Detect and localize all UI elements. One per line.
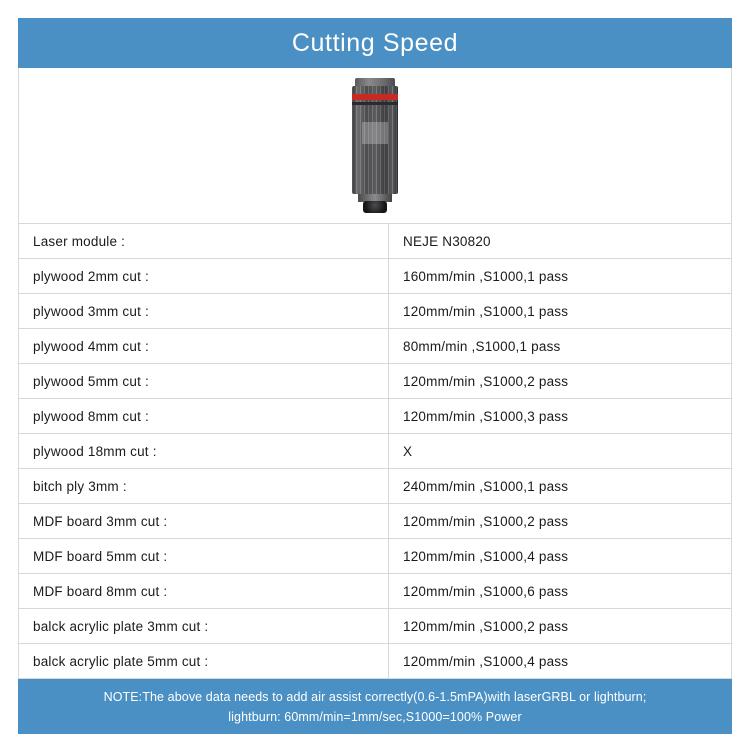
- row-label: MDF board 8mm cut :: [19, 574, 389, 609]
- row-label: plywood 2mm cut :: [19, 259, 389, 294]
- row-value: 120mm/min ,S1000,4 pass: [389, 539, 732, 574]
- row-label: balck acrylic plate 3mm cut :: [19, 609, 389, 644]
- footer-note-line-1: NOTE:The above data needs to add air assist correctly(0.6-1.5mPA)with laserGRBL or lightburn;: [103, 689, 647, 704]
- cutting-speed-table: [18, 223, 732, 679]
- laser-red-stripe: [352, 94, 398, 100]
- row-value: 80mm/min ,S1000,1 pass: [389, 329, 732, 364]
- row-value: NEJE N30820: [389, 224, 732, 259]
- laser-dark-stripe: [352, 102, 398, 105]
- footer-note: [18, 679, 732, 734]
- row-label: plywood 5mm cut :: [19, 364, 389, 399]
- row-label: Laser module :: [19, 224, 389, 259]
- row-label: plywood 4mm cut :: [19, 329, 389, 364]
- row-label: plywood 18mm cut :: [19, 434, 389, 469]
- table-row: [19, 539, 732, 574]
- row-label: plywood 8mm cut :: [19, 399, 389, 434]
- row-label: balck acrylic plate 5mm cut :: [19, 644, 389, 679]
- table-row: [19, 434, 732, 469]
- table-body: [19, 224, 732, 679]
- row-value: 160mm/min ,S1000,1 pass: [389, 259, 732, 294]
- table-row: [19, 224, 732, 259]
- table-row: [19, 609, 732, 644]
- header-banner: [18, 18, 732, 68]
- row-label: plywood 3mm cut :: [19, 294, 389, 329]
- row-value: X: [389, 434, 732, 469]
- table-row: [19, 504, 732, 539]
- row-value: 120mm/min ,S1000,6 pass: [389, 574, 732, 609]
- row-label: MDF board 5mm cut :: [19, 539, 389, 574]
- table-row: [19, 364, 732, 399]
- laser-lens: [363, 201, 387, 213]
- table-row: [19, 469, 732, 504]
- table-row: [19, 259, 732, 294]
- laser-label-plate: [362, 122, 388, 144]
- row-value: 120mm/min ,S1000,1 pass: [389, 294, 732, 329]
- product-image-area: [18, 68, 732, 223]
- page-title: Cutting Speed: [291, 28, 459, 57]
- row-label: MDF board 3mm cut :: [19, 504, 389, 539]
- row-value: 120mm/min ,S1000,2 pass: [389, 364, 732, 399]
- table-row: [19, 329, 732, 364]
- row-label: bitch ply 3mm :: [19, 469, 389, 504]
- laser-module-icon: [348, 78, 402, 214]
- row-value: 120mm/min ,S1000,4 pass: [389, 644, 732, 679]
- footer-note-line-2: lightburn: 60mm/min=1mm/sec,S1000=100% Power: [228, 709, 522, 724]
- table-row: [19, 399, 732, 434]
- row-value: 120mm/min ,S1000,3 pass: [389, 399, 732, 434]
- table-row: [19, 644, 732, 679]
- row-value: 240mm/min ,S1000,1 pass: [389, 469, 732, 504]
- row-value: 120mm/min ,S1000,2 pass: [389, 504, 732, 539]
- table-row: [19, 294, 732, 329]
- table-row: [19, 574, 732, 609]
- row-value: 120mm/min ,S1000,2 pass: [389, 609, 732, 644]
